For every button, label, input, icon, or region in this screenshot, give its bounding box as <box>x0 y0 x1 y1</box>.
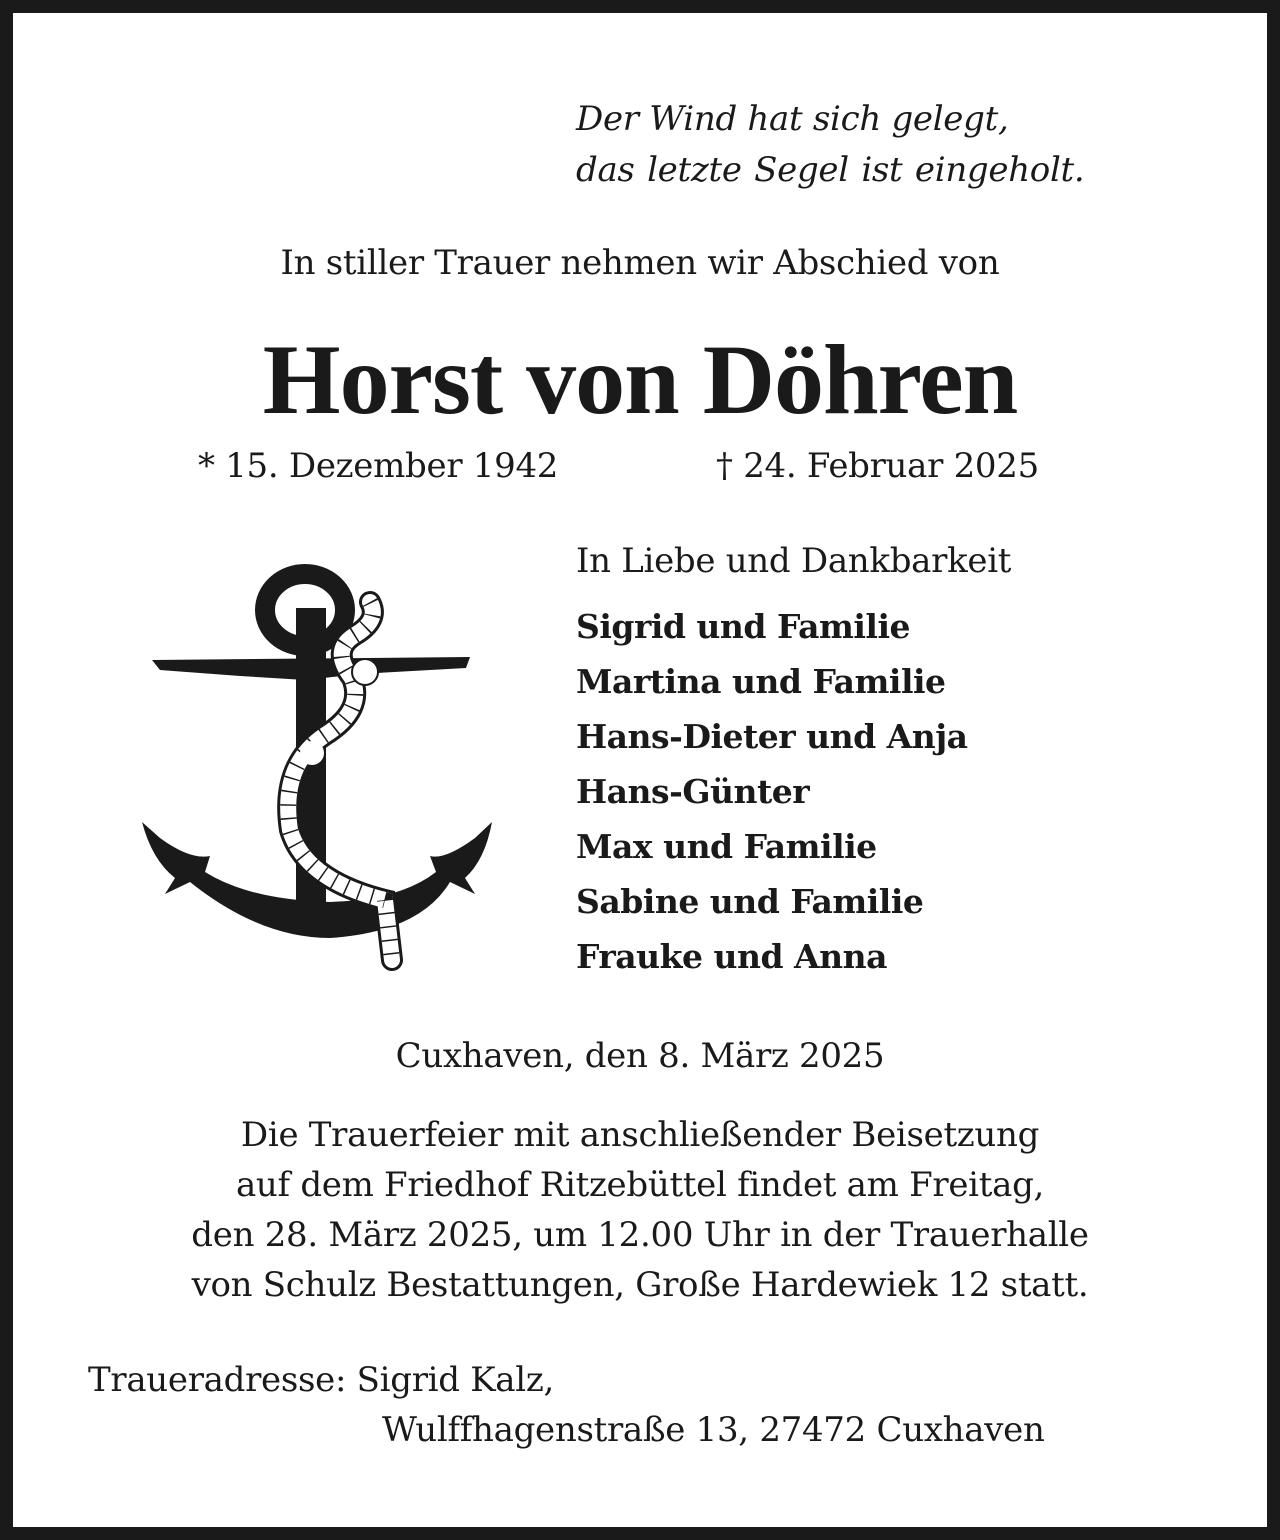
mourner: Hans-Günter <box>576 772 810 811</box>
mourner: Martina und Familie <box>576 662 946 701</box>
intro-text: In stiller Trauer nehmen wir Abschied von <box>280 243 1000 283</box>
ceremony-line: den 28. März 2025, um 12.00 Uhr in der Trauerhalle <box>191 1215 1089 1255</box>
address-line-1: Traueradresse: Sigrid Kalz, <box>88 1360 554 1400</box>
anchor-icon <box>130 560 510 980</box>
ceremony-line: von Schulz Bestattungen, Große Hardewiek 12 statt. <box>191 1265 1089 1305</box>
place-date: Cuxhaven, den 8. März 2025 <box>395 1036 885 1076</box>
motto-line-1: Der Wind hat sich gelegt, <box>576 99 1009 139</box>
mourner: Sabine und Familie <box>576 882 924 921</box>
ceremony-line: Die Trauerfeier mit anschließender Beisetzung <box>240 1115 1040 1155</box>
birth-date: * 15. Dezember 1942 <box>198 446 559 486</box>
mourner: Sigrid und Familie <box>576 607 911 646</box>
mourner: Hans-Dieter und Anja <box>576 717 968 756</box>
ceremony-line: auf dem Friedhof Ritzebüttel findet am Freitag, <box>235 1165 1045 1205</box>
deceased-name: Horst von Döhren <box>262 324 1018 435</box>
mourners-intro: In Liebe und Dankbarkeit <box>576 541 1012 581</box>
motto-line-2: das letzte Segel ist eingeholt. <box>576 150 1085 190</box>
mourner: Max und Familie <box>576 827 877 866</box>
death-date: † 24. Februar 2025 <box>716 446 1039 486</box>
address-line-2: Wulffhagenstraße 13, 27472 Cuxhaven <box>382 1410 1045 1450</box>
mourner: Frauke und Anna <box>576 937 887 976</box>
